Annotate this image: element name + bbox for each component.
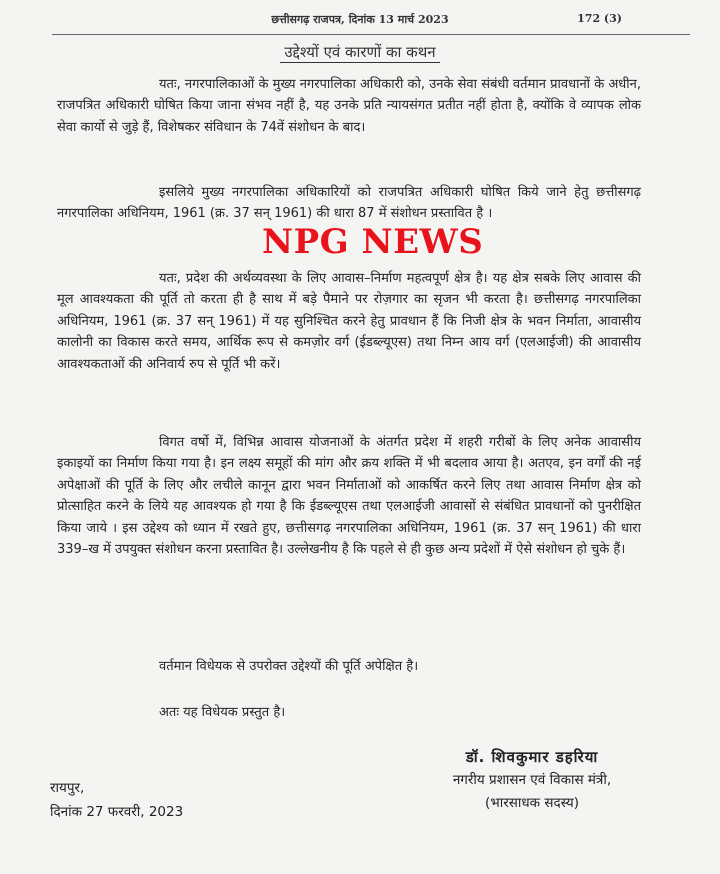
npg-news-watermark: NPG NEWS <box>262 222 484 262</box>
paragraph-text: यतः, प्रदेश की अर्थव्यवस्था के लिए आवास–निर्माण महत्वपूर्ण क्षेत्र है। यह क्षेत्र सबके लिए आवास की मूल आवश्यकता की पूर्ति तो करता ही है साथ में बड़े पैमाने पर रोज़गार का सृजन भी करता है। छत्तीसगढ़ नगरपालिका अधिनियम, 1961 (क्र. 37 सन् 1961) में यह सुनिश्चित करने हेतु प्रावधान हैं कि निजी क्षेत्र के भवन निर्माता, आवासीय कालोनी का विकास करते समय, आर्थिक रूप से कमज़ोर वर्ग (ईडब्ल्यूएस) तथा निम्न आय वर्ग (एलआईजी) की आवासीय आवश्यकताओं की अनिवार्य रुप से पूर्ति भी करें। <box>57 271 641 372</box>
signatory-name: डॉ. शिवकुमार डहरिया <box>465 748 599 766</box>
paragraph-text: विगत वर्षो में, विभिन्न आवास योजनाओं के अंतर्गत प्रदेश में शहरी गरीबों के लिए अनेक आवासीय इकाइयों का निर्माण किया गया है। इन लक्ष्य समूहों की मांग और क्रय शक्ति में भी बदलाव आया है। अतएव, इन वर्गों की नई अपेक्षाओं की पूर्ति के लिए और लचीले कानून द्वारा भवन निर्माताओं को आकर्षित करने लिए तथा आवास निर्माण क्षेत्र को प्रोत्साहित करने के लिये यह आवश्यक हो गया है कि ईडब्ल्यूएस तथा एलआईजी आवासों से संबंधित प्रावधानों को पुनरीक्षित किया जाये । इस उद्देश्य को ध्यान में रखते हुए, छत्तीसगढ़ नगरपालिका अधिनियम, 1961 (क्र. 37 सन् 1961) की धारा 339–ख में उपयुक्त संशोधन करना प्रस्तावित है। उल्लेखनीय है कि पहले से ही कुछ अन्य प्रदेशों में ऐसे संशोधन हो चुके हैं। <box>57 435 641 558</box>
paragraph-text: अतः यह विधेयक प्रस्तुत है। <box>159 705 286 720</box>
date: दिनांक 27 फरवरी, 2023 <box>50 804 184 820</box>
signature-block <box>412 746 652 815</box>
page-number: 172 (3) <box>577 12 622 25</box>
place: रायपुर, <box>50 780 85 796</box>
document-title-text: उद्देश्यों एवं कारणों का कथन <box>280 43 439 63</box>
document-title <box>0 42 720 62</box>
paragraph-text: यतः, नगरपालिकाओं के मुख्य नगरपालिका अधिकारी को, उनके सेवा संबंधी वर्तमान प्रावधानों के अधीन, राजपत्रित अधिकारी घोषित किया जाना संभव नहीं है, यह उनके प्रति न्यायसंगत प्रतीत नहीं होता है, क्योंकि वे व्यापक लोक सेवा कार्यो से जुड़े हैं, विशेषकर संविधान के 74वें संशोधन के बाद। <box>57 77 641 135</box>
paragraph-1 <box>57 74 641 138</box>
paragraph-text: वर्तमान विधेयक से उपरोक्त उद्देश्यों की पूर्ति अपेक्षित है। <box>159 659 419 674</box>
signatory-role: (भारसाधक सदस्य) <box>484 795 579 811</box>
paragraph-3 <box>57 268 641 375</box>
header-divider <box>52 34 690 35</box>
place-date-block <box>50 776 183 824</box>
paragraph-text: इसलिये मुख्य नगरपालिका अधिकारियों को राजपत्रित अधिकारी घोषित किये जाने हेतु छत्तीसगढ़ नगरपालिका अधिनियम, 1961 (क्र. 37 सन् 1961) की धारा 87 में संशोधन प्रस्तावित है । <box>57 185 641 222</box>
signatory-designation: नगरीय प्रशासन एवं विकास मंत्री, <box>452 772 612 788</box>
page-header <box>0 12 720 34</box>
gazette-header-title: छत्तीसगढ़ राजपत्र, दिनांक 13 मार्च 2023 <box>271 13 449 26</box>
paragraph-4 <box>57 432 641 560</box>
paragraph-6 <box>57 702 641 723</box>
paragraph-5 <box>57 656 641 677</box>
paragraph-2 <box>57 182 641 225</box>
